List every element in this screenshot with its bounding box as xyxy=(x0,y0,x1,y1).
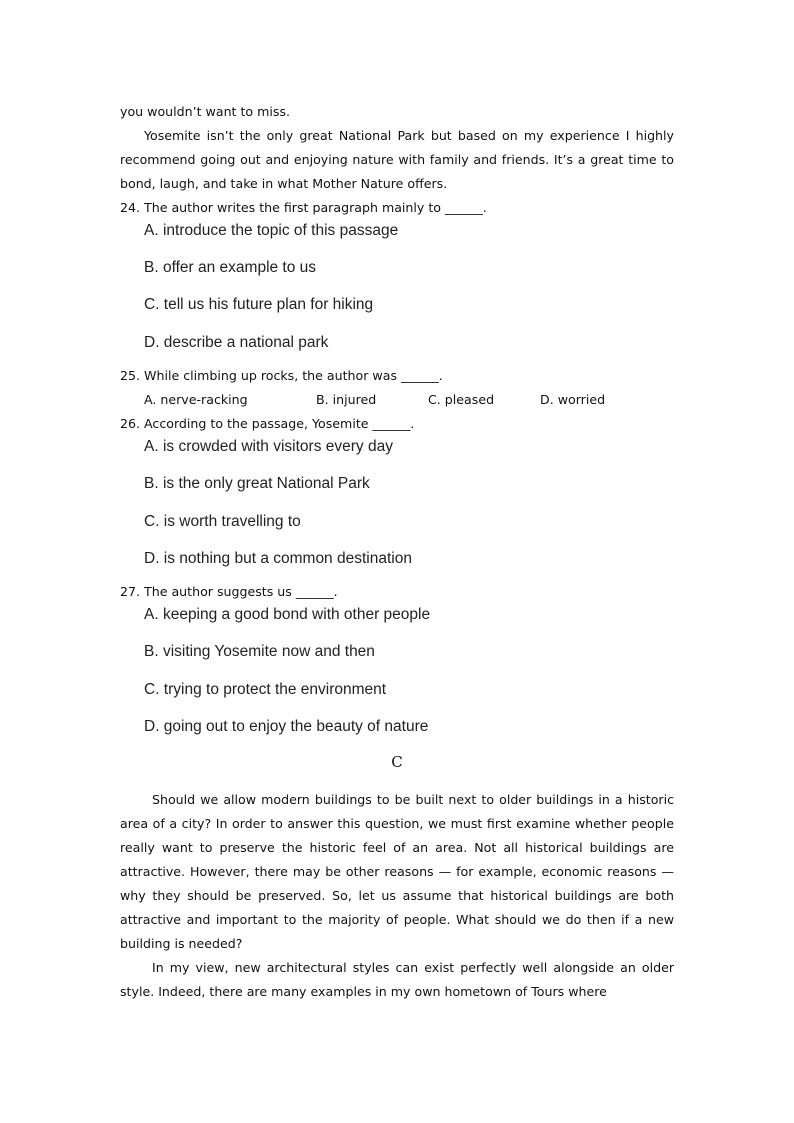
question-27-option-a: A. keeping a good bond with other people xyxy=(144,606,431,624)
question-24-option-d: D. describe a national park xyxy=(144,333,329,351)
question-27-option-c: C. trying to protect the environment xyxy=(144,680,387,698)
question-26-stem: 26. According to the passage, Yosemite ______. xyxy=(120,416,415,432)
question-25-options xyxy=(144,388,674,412)
question-24-stem: 24. The author writes the first paragraph mainly to ______. xyxy=(120,200,487,215)
question-27-option-b: B. visiting Yosemite now and then xyxy=(144,643,375,661)
passage-b-tail-line: you wouldn’t want to miss. xyxy=(120,104,291,119)
question-25-stem: 25. While climbing up rocks, the author was ______. xyxy=(120,368,443,384)
question-25-option-a: A. nerve-racking xyxy=(144,392,248,408)
section-c-title: C xyxy=(391,752,403,771)
question-27-option-d: D. going out to enjoy the beauty of nature xyxy=(144,718,429,736)
passage-b-final-paragraph: Yosemite isn’t the only great National Park but based on my experience I highly recommend going out and enjoying nature with family and friends. It’s a great time to bond, laugh, and take in what Mother Nature offers. xyxy=(120,128,674,191)
section-c-paragraph-2: In my view, new architectural styles can exist perfectly well alongside an older style. Indeed, there are many examples in my own hometown of Tours where xyxy=(120,959,674,999)
question-27-stem: 27. The author suggests us ______. xyxy=(120,584,338,600)
question-26-option-d: D. is nothing but a common destination xyxy=(144,550,412,568)
question-24-option-a: A. introduce the topic of this passage xyxy=(144,222,399,239)
question-26-option-b: B. is the only great National Park xyxy=(144,475,370,493)
question-24-option-b: B. offer an example to us xyxy=(144,259,317,276)
question-25-option-b: B. injured xyxy=(316,392,377,408)
section-c-paragraph-1: Should we allow modern buildings to be built next to older buildings in a historic area of a city? In order to answer this question, we must first examine whether people really want to preserve the historic feel of an area. Not all historical buildings are attractive. However, there may be other reasons — for example, economic reasons — why they should be preserved. So, let us assume that historical buildings are both attractive and important to the majority of people. What should we do then if a new building is needed? xyxy=(120,791,674,951)
question-25-option-c: C. pleased xyxy=(428,392,495,408)
question-26-option-a: A. is crowded with visitors every day xyxy=(144,438,393,456)
question-25-option-d: D. worried xyxy=(540,392,606,408)
question-26-option-c: C. is worth travelling to xyxy=(144,512,301,530)
page-content xyxy=(120,100,674,1004)
question-24-option-c: C. tell us his future plan for hiking xyxy=(144,296,374,314)
